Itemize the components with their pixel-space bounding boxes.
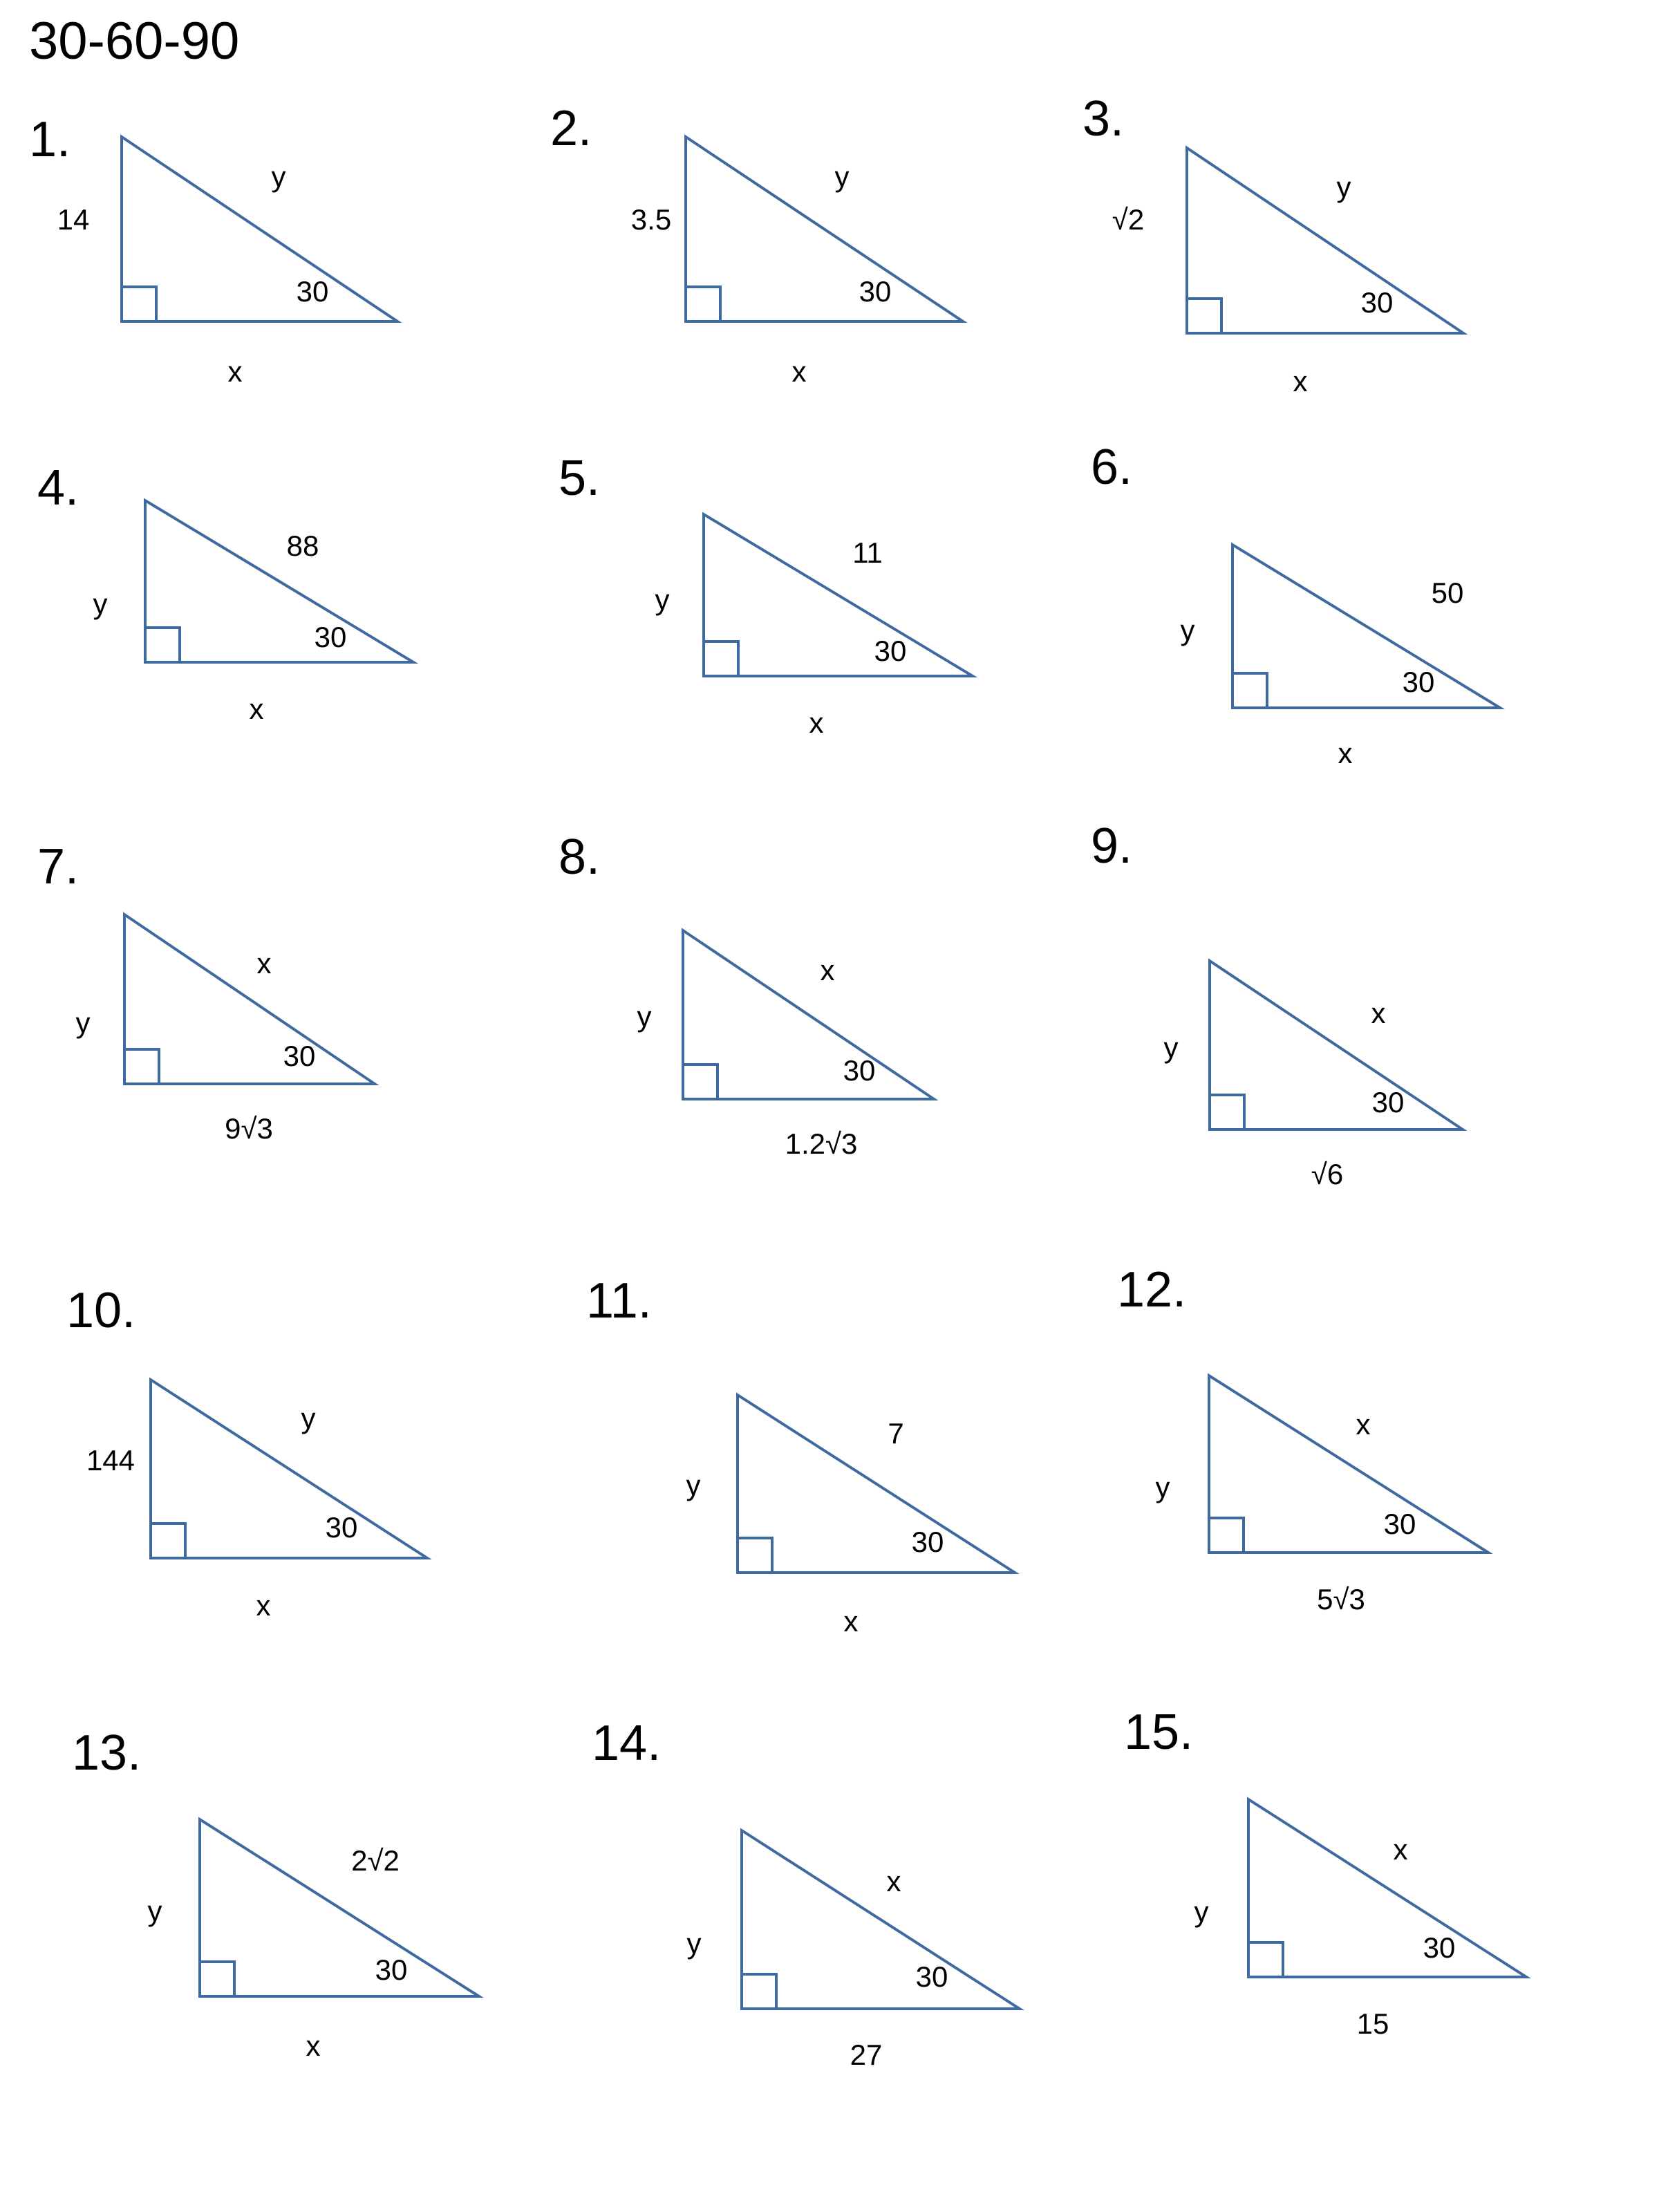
hypotenuse-label: x xyxy=(256,947,272,980)
problem-2 xyxy=(550,101,963,388)
problem-number: 8. xyxy=(559,830,601,885)
right-angle-marker xyxy=(124,1049,159,1084)
right-triangle xyxy=(1210,961,1463,1130)
vertical-leg-label: 14 xyxy=(57,203,90,236)
problem-number: 1. xyxy=(29,112,71,167)
problem-6 xyxy=(1091,440,1500,769)
base-label: x xyxy=(843,1605,859,1638)
right-triangle xyxy=(1248,1799,1526,1977)
vertical-leg-label: y xyxy=(686,1469,701,1501)
problem-10 xyxy=(66,1283,427,1622)
right-angle-marker xyxy=(122,287,156,321)
angle-label: 30 xyxy=(843,1054,876,1087)
problem-15 xyxy=(1124,1705,1526,2040)
right-angle-marker xyxy=(151,1524,185,1558)
base-label: x xyxy=(809,706,824,739)
right-angle-marker xyxy=(1232,673,1267,708)
vertical-leg-label: 3.5 xyxy=(630,203,672,236)
problem-number: 12. xyxy=(1117,1262,1187,1318)
right-angle-marker xyxy=(742,1974,776,2009)
problem-number: 5. xyxy=(559,451,601,506)
vertical-leg-label: √2 xyxy=(1112,203,1145,236)
problem-13 xyxy=(72,1725,479,2062)
hypotenuse-label: 2√2 xyxy=(351,1844,400,1877)
right-angle-marker xyxy=(1209,1518,1244,1553)
base-label: 1.2√3 xyxy=(785,1127,858,1160)
right-triangle xyxy=(683,930,934,1099)
angle-label: 30 xyxy=(325,1511,358,1544)
angle-label: 30 xyxy=(283,1040,316,1072)
problem-number: 3. xyxy=(1082,91,1125,147)
right-angle-marker xyxy=(1248,1942,1283,1977)
hypotenuse-label: y xyxy=(271,160,286,193)
problem-5 xyxy=(559,451,973,739)
problem-number: 2. xyxy=(550,101,592,156)
vertical-leg-label: 144 xyxy=(86,1444,135,1477)
problem-number: 15. xyxy=(1124,1705,1194,1760)
right-triangle xyxy=(742,1830,1020,2009)
hypotenuse-label: x xyxy=(1393,1833,1408,1866)
problem-11 xyxy=(586,1273,1015,1638)
hypotenuse-label: 50 xyxy=(1431,577,1464,609)
hypotenuse-label: y xyxy=(834,160,850,193)
angle-label: 30 xyxy=(1360,286,1394,319)
right-angle-marker xyxy=(1210,1095,1244,1130)
right-triangle xyxy=(738,1395,1015,1573)
hypotenuse-label: 7 xyxy=(888,1417,904,1450)
angle-label: 30 xyxy=(375,1953,408,1986)
right-triangle xyxy=(1187,148,1463,333)
vertical-leg-label: y xyxy=(655,583,670,616)
hypotenuse-label: y xyxy=(1336,171,1351,203)
angle-label: 30 xyxy=(314,621,347,653)
problem-number: 9. xyxy=(1091,818,1133,874)
angle-label: 30 xyxy=(859,275,892,308)
right-triangle xyxy=(1232,545,1500,708)
vertical-leg-label: y xyxy=(1180,614,1195,646)
hypotenuse-label: x xyxy=(886,1865,901,1897)
problem-7 xyxy=(37,839,375,1145)
angle-label: 30 xyxy=(915,1960,948,1993)
hypotenuse-label: 88 xyxy=(286,529,319,562)
hypotenuse-label: x xyxy=(1371,997,1386,1029)
base-label: x xyxy=(256,1589,271,1622)
problem-8 xyxy=(559,830,934,1160)
right-angle-marker xyxy=(145,628,180,662)
base-label: 5√3 xyxy=(1317,1583,1365,1615)
hypotenuse-label: 11 xyxy=(852,536,883,569)
base-label: x xyxy=(791,355,807,388)
right-triangle xyxy=(1209,1376,1488,1553)
right-angle-marker xyxy=(704,641,738,676)
angle-label: 30 xyxy=(296,275,329,308)
problem-number: 10. xyxy=(66,1283,136,1338)
problem-9 xyxy=(1091,818,1463,1190)
problem-number: 6. xyxy=(1091,440,1133,495)
base-label: √6 xyxy=(1311,1158,1344,1190)
base-label: x xyxy=(249,693,264,725)
worksheet-title: 30-60-90 xyxy=(29,12,240,71)
problem-number: 11. xyxy=(586,1273,652,1329)
right-angle-marker xyxy=(683,1065,718,1099)
right-angle-marker xyxy=(686,287,720,321)
right-triangle xyxy=(151,1380,427,1558)
base-label: x xyxy=(1293,365,1308,397)
problem-number: 13. xyxy=(72,1725,142,1781)
problem-3 xyxy=(1082,91,1463,397)
right-angle-marker xyxy=(738,1538,772,1573)
problem-grid xyxy=(29,91,1526,2071)
vertical-leg-label: y xyxy=(1163,1031,1179,1064)
hypotenuse-label: y xyxy=(301,1402,316,1434)
vertical-leg-label: y xyxy=(686,1927,702,1960)
problem-1 xyxy=(29,112,397,388)
right-triangle xyxy=(686,137,963,321)
hypotenuse-label: x xyxy=(1356,1408,1371,1441)
vertical-leg-label: y xyxy=(75,1006,91,1039)
right-angle-marker xyxy=(1187,299,1221,333)
angle-label: 30 xyxy=(911,1526,944,1558)
angle-label: 30 xyxy=(1383,1508,1416,1540)
problem-number: 4. xyxy=(37,460,79,516)
hypotenuse-label: x xyxy=(820,954,835,986)
vertical-leg-label: y xyxy=(1194,1895,1209,1928)
right-triangle xyxy=(145,500,413,662)
base-label: 9√3 xyxy=(225,1112,273,1145)
problem-4 xyxy=(37,460,413,725)
problem-14 xyxy=(592,1716,1020,2071)
vertical-leg-label: y xyxy=(1155,1471,1170,1503)
vertical-leg-label: y xyxy=(147,1895,162,1927)
right-triangle xyxy=(704,514,973,676)
angle-label: 30 xyxy=(1371,1086,1405,1118)
angle-label: 30 xyxy=(1423,1931,1456,1964)
problem-number: 14. xyxy=(592,1716,662,1771)
right-triangle xyxy=(122,137,397,321)
problem-12 xyxy=(1117,1262,1488,1615)
right-triangle xyxy=(200,1819,479,1996)
base-label: 15 xyxy=(1356,2007,1389,2040)
base-label: x xyxy=(227,355,243,388)
vertical-leg-label: y xyxy=(637,1000,652,1033)
problem-number: 7. xyxy=(37,839,79,894)
base-label: 27 xyxy=(850,2038,883,2071)
right-angle-marker xyxy=(200,1962,234,1996)
base-label: x xyxy=(1338,737,1353,769)
angle-label: 30 xyxy=(1402,666,1435,698)
base-label: x xyxy=(306,2030,321,2062)
right-triangle xyxy=(124,915,375,1084)
angle-label: 30 xyxy=(874,635,907,667)
vertical-leg-label: y xyxy=(93,588,108,620)
